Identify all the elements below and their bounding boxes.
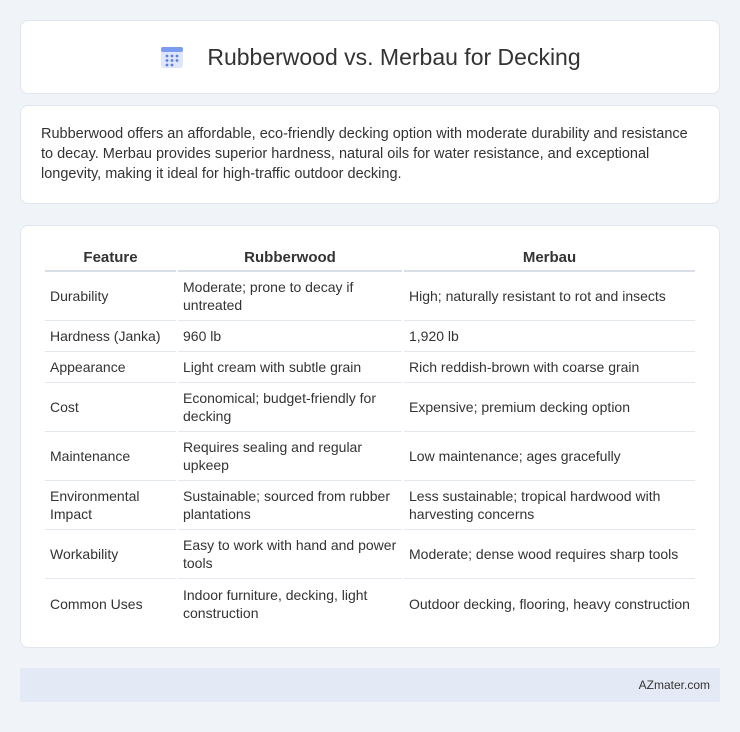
table-cell: Easy to work with hand and power tools	[178, 530, 402, 579]
comparison-table-card	[20, 225, 720, 648]
calendar-grid-icon	[159, 44, 185, 70]
table-row	[45, 530, 695, 579]
table-row	[45, 432, 695, 481]
table-header-row	[45, 244, 695, 272]
table-cell: 1,920 lb	[404, 321, 695, 352]
table-cell: Outdoor decking, flooring, heavy construction	[409, 595, 690, 612]
table-cell: Sustainable; sourced from rubber plantations	[178, 481, 402, 530]
table-cell: 960 lb	[178, 321, 402, 352]
table-cell: Expensive; premium decking option	[404, 383, 695, 432]
table-cell: Requires sealing and regular upkeep	[178, 432, 402, 481]
table-cell: Light cream with subtle grain	[178, 352, 402, 383]
table-cell: Workability	[45, 530, 176, 579]
table-cell: Economical; budget-friendly for decking	[178, 383, 402, 432]
table-row	[45, 272, 695, 321]
header-merbau: Merbau	[404, 244, 695, 272]
table-row	[45, 352, 695, 383]
table-cell: Rich reddish-brown with coarse grain	[404, 352, 695, 383]
header-rubberwood: Rubberwood	[178, 244, 402, 272]
table-cell: Appearance	[45, 352, 176, 383]
table-cell: Less sustainable; tropical hardwood with harvesting concerns	[404, 481, 695, 530]
table-row	[45, 579, 695, 628]
table-cell: Durability	[45, 272, 176, 321]
table-cell: Maintenance	[45, 432, 176, 481]
table-cell: Low maintenance; ages gracefully	[404, 432, 695, 481]
table-cell: Indoor furniture, decking, light construction	[183, 586, 368, 621]
footer-site-label: AZmater.com	[638, 678, 710, 692]
page-title: Rubberwood vs. Merbau for Decking	[207, 43, 581, 70]
title-card	[20, 20, 720, 94]
table-cell: Hardness (Janka)	[45, 321, 176, 352]
comparison-table	[43, 244, 697, 628]
table-row	[45, 321, 695, 352]
table-cell: Moderate; prone to decay if untreated	[178, 272, 402, 321]
table-cell: High; naturally resistant to rot and insects	[404, 272, 695, 321]
table-cell: Cost	[45, 383, 176, 432]
header-feature: Feature	[45, 244, 176, 272]
summary-text: Rubberwood offers an affordable, eco-friendly decking option with moderate durability and resistance to decay. Merbau provides superior hardness, natural oils for water resistance, and exceptional longevity, making it ideal for high-traffic outdoor decking.	[41, 126, 688, 182]
table-cell: Environmental Impact	[45, 481, 176, 530]
footer	[20, 668, 720, 702]
table-row	[45, 383, 695, 432]
table-cell: Moderate; dense wood requires sharp tools	[404, 530, 695, 579]
table-row	[45, 481, 695, 530]
table-cell: Common Uses	[50, 595, 143, 612]
summary-card	[20, 105, 720, 204]
